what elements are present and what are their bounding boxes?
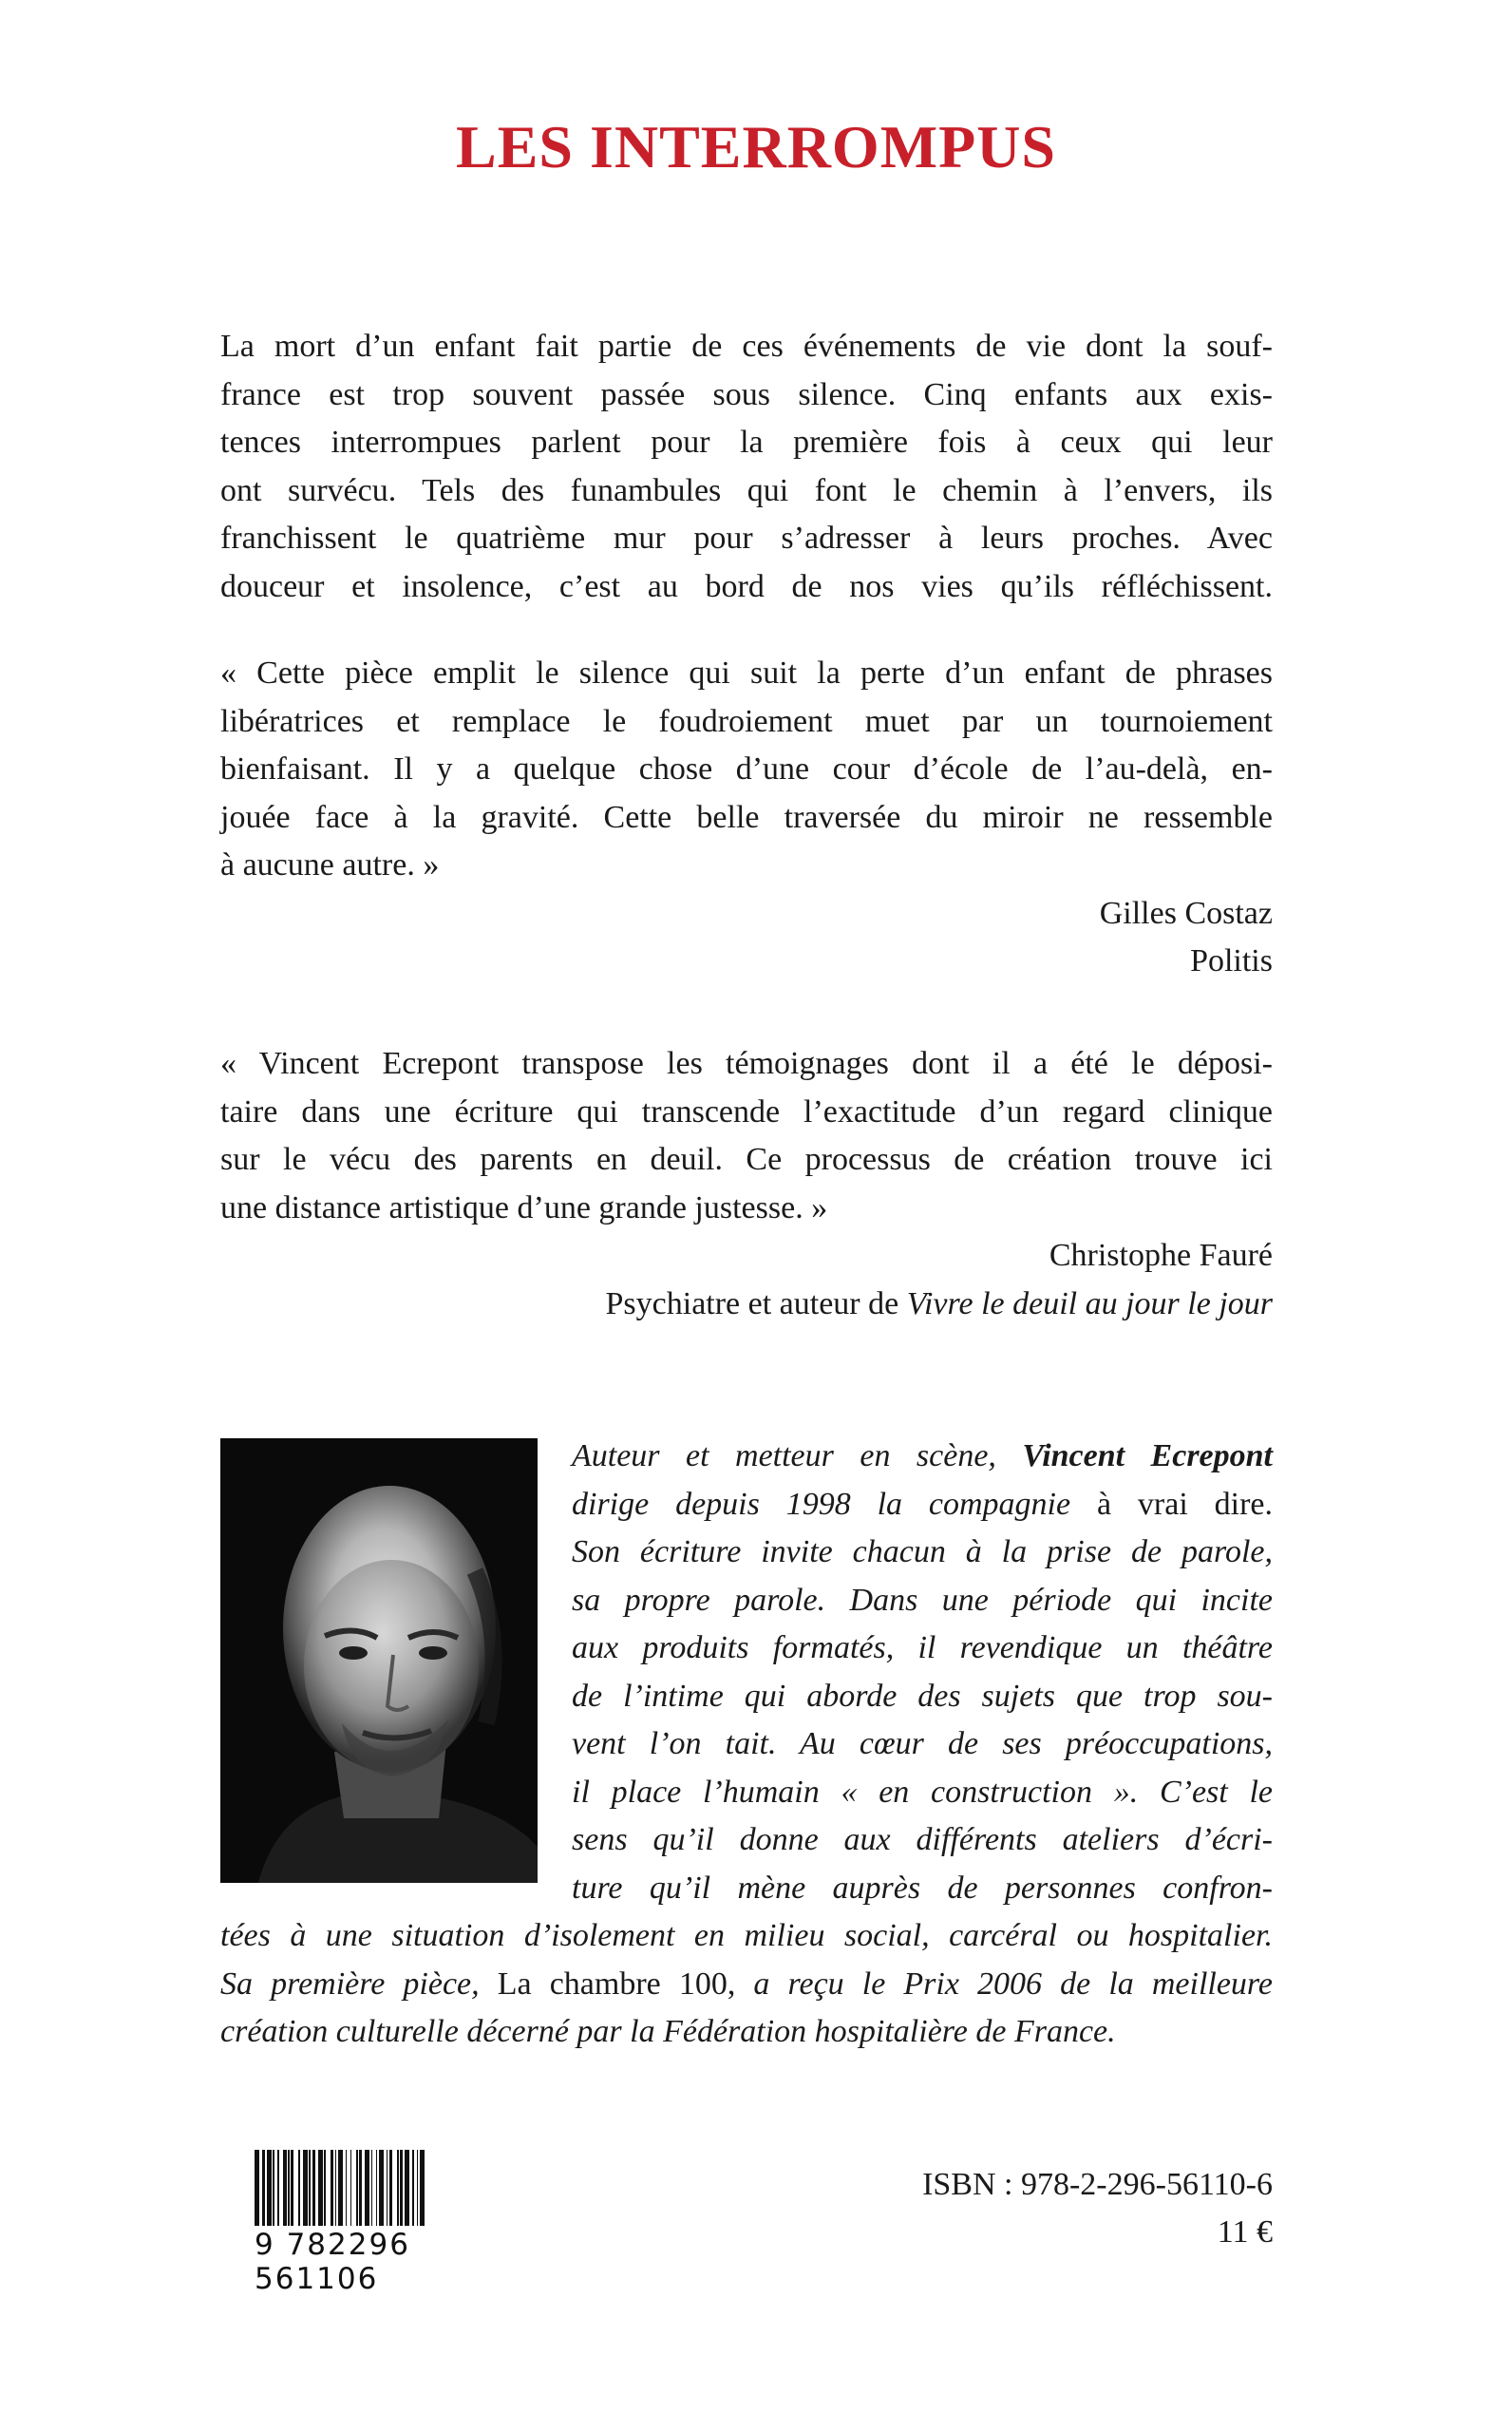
bio-text: a reçu le Prix 2006 de la meilleure (735, 1966, 1273, 2002)
bio-line: de l’intime qui aborde des sujets que trop sou- (572, 1678, 1273, 1714)
quote-line: bienfaisant. Il y a quelque chose d’une cour d’école de l’au-delà, en- (220, 751, 1273, 787)
barcode-bar (420, 2150, 425, 2226)
quote-line: libératrices et remplace le foudroiement muet par un tournoiement (220, 703, 1273, 739)
quote-line: sur le vécu des parents en deuil. Ce processus de création trouve ici (220, 1142, 1273, 1177)
author-portrait (220, 1438, 538, 1883)
play-title: La chambre 100, (497, 1966, 736, 2002)
bio-text: dirige depuis 1998 la (572, 1486, 929, 1522)
quote-source (220, 1281, 1273, 1329)
bio-line: aux produits formatés, il revendique un théâtre (572, 1630, 1273, 1665)
author-bio (220, 1433, 1273, 2057)
quote-source: Politis (1190, 943, 1273, 978)
bio-line: Son écriture invite chacun à la prise de parole, (572, 1534, 1273, 1569)
barcode (255, 2150, 541, 2296)
portrait-illustration (220, 1438, 538, 1883)
quote-source-book-title: Vivre le deuil au jour le jour (906, 1285, 1273, 1321)
synopsis-line: La mort d’un enfant fait partie de ces événements de vie dont la souf- (220, 329, 1273, 364)
quote-author: Christophe Fauré (1049, 1238, 1273, 1273)
synopsis-line: france est trop souvent passée sous silence. Cinq enfants aux exis- (220, 376, 1273, 412)
synopsis (220, 323, 1273, 611)
isbn-number: ISBN : 978-2-296-56110-6 (922, 2167, 1273, 2202)
bio-line: ture qu’il mène auprès de personnes confron- (572, 1870, 1273, 1906)
quote-line: « Cette pièce emplit le silence qui suit la perte d’un enfant de phrases (220, 655, 1273, 691)
synopsis-line: douceur et insolence, c’est au bord de nos vies qu’ils réfléchissent. (220, 568, 1273, 604)
quote-line: jouée face à la gravité. Cette belle traversée du miroir ne ressemble (220, 799, 1273, 835)
synopsis-line: franchissent le quatrième mur pour s’adresser à leurs proches. Avec (220, 521, 1273, 556)
bio-line: sens qu’il donne aux différents ateliers d’écri- (572, 1822, 1273, 1857)
quote-line: « Vincent Ecrepont transpose les témoignages dont il a été le déposi- (220, 1046, 1273, 1081)
bio-line: tées à une situation d’isolement en milieu social, carcéral ou hospitalier. (220, 1918, 1273, 1953)
quote-source-prefix: Psychiatre et auteur de (605, 1285, 907, 1321)
quote-line: à aucune autre. » (220, 847, 440, 883)
quote-author: Gilles Costaz (1099, 895, 1273, 931)
press-quote-faure (220, 1040, 1273, 1328)
bio-line: création culturelle décerné par la Fédération hospitalière de France. (220, 2014, 1116, 2049)
bio-text: Sa première pièce, (220, 1966, 498, 2002)
barcode-bars (255, 2150, 541, 2226)
price: 11 € (1217, 2214, 1273, 2250)
quote-line: taire dans une écriture qui transcende l’exactitude d’un regard clinique (220, 1093, 1273, 1130)
quote-line: une distance artistique d’une grande justesse. » (220, 1189, 828, 1225)
bio-line: vent l’on tait. Au cœur de ses préoccupations, (572, 1726, 1273, 1761)
barcode-digits: 9 782296 561106 (255, 2228, 410, 2296)
bio-text: Auteur et metteur en scène, (572, 1438, 1023, 1473)
company-name: à vrai dire. (1096, 1486, 1274, 1522)
bio-line (220, 1961, 1273, 2009)
bio-line: sa propre parole. Dans une période qui incite (572, 1582, 1273, 1618)
synopsis-line: tences interrompues parlent pour la première fois à ceux qui leur (220, 425, 1273, 460)
author-name: Vincent Ecrepont (1022, 1438, 1274, 1473)
isbn-price-block (922, 2161, 1273, 2256)
bio-line: il place l’humain « en construction ». C’est le (572, 1774, 1273, 1810)
synopsis-line: ont survécu. Tels des funambules qui font le chemin à l’envers, ils (220, 472, 1273, 508)
press-quote-costaz (220, 650, 1273, 986)
bio-text: compagnie (928, 1486, 1097, 1522)
book-title: LES INTERROMPUS (456, 113, 1056, 180)
